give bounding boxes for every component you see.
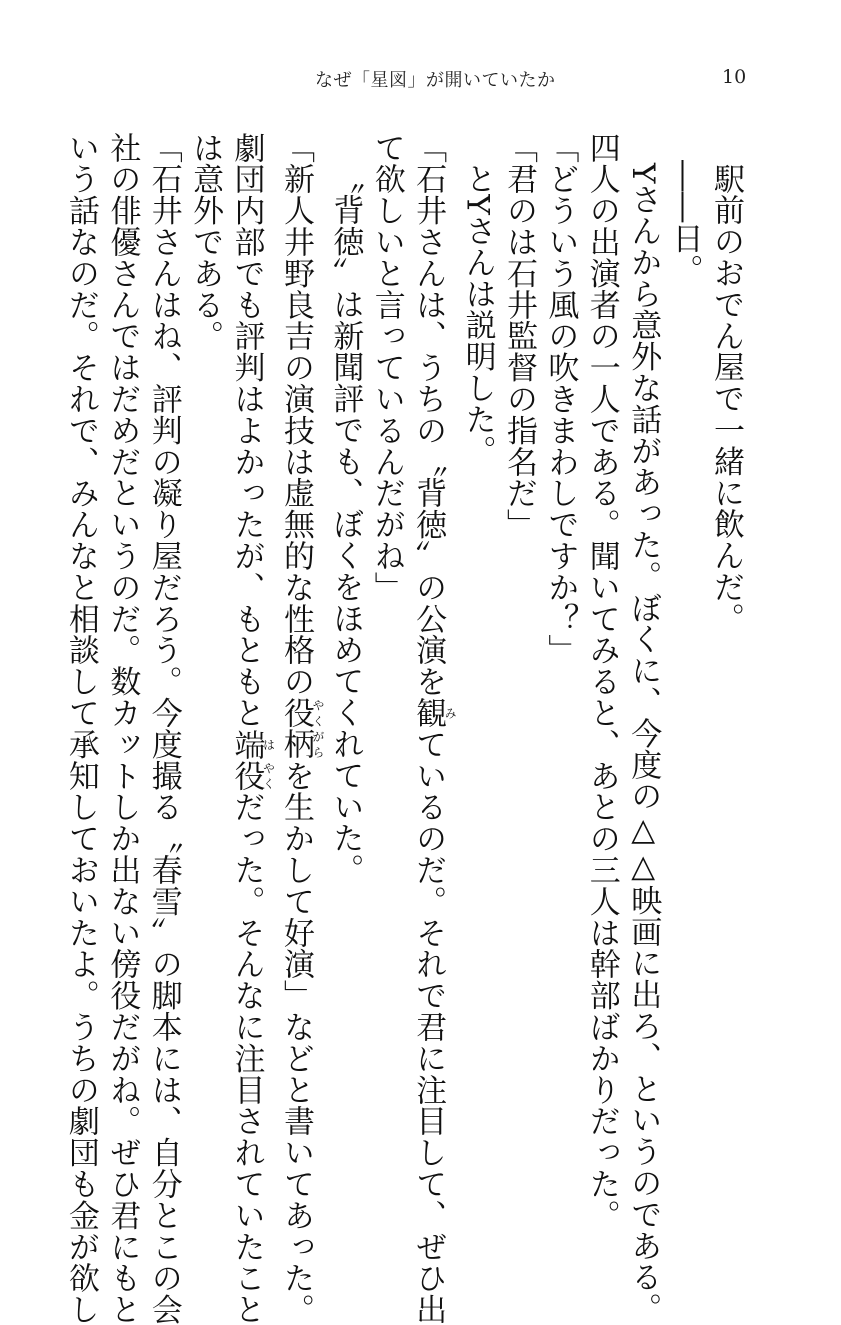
text-segment: 「石井さんは、うちの〝背徳〟の公演を xyxy=(410,132,447,698)
body-text xyxy=(62,132,746,1325)
text-segment: 〝背徳〟は新聞評でも、ぼくをほめてくれていた。 xyxy=(327,163,364,886)
text-line: 「君のは石井監督の指名だ」 xyxy=(500,132,537,541)
text-line: とYさんは説明した。 xyxy=(459,163,496,467)
text-line: は意外である。 xyxy=(187,132,224,352)
ruby-base: 観 xyxy=(410,697,447,729)
text-line: 駅前のおでん屋で一緒に飲んだ。 xyxy=(708,163,744,634)
text-segment: だった。そんなに注目されていたこと xyxy=(228,791,265,1325)
running-title: なぜ「星図」が開いていたか xyxy=(315,70,556,91)
text-line: て欲しいと言っているんだがね」 xyxy=(368,132,405,603)
ruby-word xyxy=(410,697,458,729)
page-number: 10 xyxy=(722,66,747,88)
ruby-base: 役 xyxy=(228,760,265,792)
text-line xyxy=(407,132,458,1325)
text-segment: 「新人井野良吉の演技は虚無的な性格の xyxy=(277,132,314,698)
text-segment: を生かして好演」などと書いてあった。 xyxy=(277,760,314,1325)
ruby-base: 役柄 xyxy=(277,697,314,761)
ruby-base: 端 xyxy=(228,728,265,761)
text-line: 「石井さんはね、評判の凝り屋だろう。今度撮る〝春雪〟の脚本には、自分とこの会 xyxy=(145,132,182,1325)
text-line: 四人の出演者の一人である。聞いてみると、あとの三人は幹部ばかりだった。 xyxy=(583,132,620,1231)
text-line xyxy=(275,132,325,1325)
ruby-reading: やくがら xyxy=(310,697,325,760)
text-line: Yさんから意外な話があった。ぼくに、今度の△△映画に出ろ、というのである。 xyxy=(625,163,662,1325)
ruby-reading: み xyxy=(443,697,458,729)
text-line: 社の俳優さんではだめだというのだ。数カットしか出ない傍役だがね。ぜひ君にもと xyxy=(104,132,141,1325)
ruby-word xyxy=(228,760,276,792)
text-line: ――日。 xyxy=(666,159,703,286)
text-segment: ているのだ。それで君に注目して、ぜひ出 xyxy=(410,728,447,1325)
text-line xyxy=(324,132,365,1132)
ruby-word xyxy=(228,728,276,761)
ruby-reading: は xyxy=(261,728,276,761)
text-segment: 劇団内部でも評判はよかったが、もともと xyxy=(228,132,265,729)
text-line: 「どういう風の吹きまわしですか？」 xyxy=(542,132,579,666)
ruby-word xyxy=(277,697,325,761)
text-line: いう話なのだ。それで、みんなと相談して承知しておいたよ。うちの劇団も金が欲し xyxy=(62,132,99,1325)
text-line xyxy=(225,132,276,1325)
ruby-reading: やく xyxy=(261,760,276,792)
